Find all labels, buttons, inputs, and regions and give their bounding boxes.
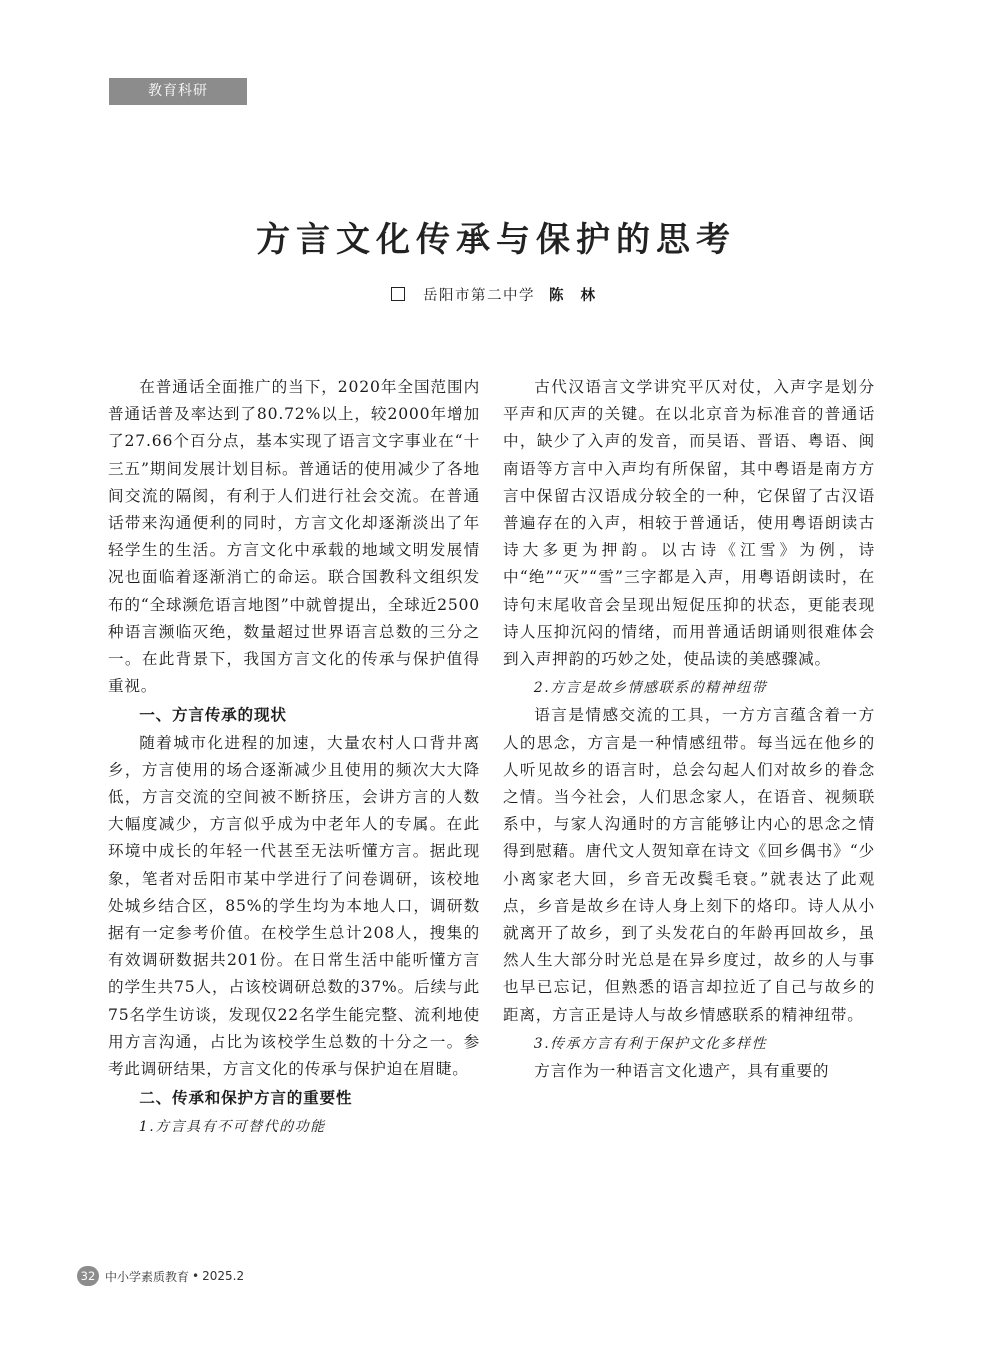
author-name: 陈 林	[548, 287, 602, 304]
subheading-2-2: 2.方言是故乡情感联系的精神纽带	[533, 680, 768, 697]
page-footer	[77, 1266, 244, 1286]
poetry-paragraph: 古代汉语言文学讲究平仄对仗，入声字是划分平声和仄声的关键。在以北京音为标准音的普通话中，缺少了入声的发音，而吴语、晋语、粤语、闽南语等方言中入声均有所保留，其中粤语是南方方言中保留古汉语成分较全的一种，它保留了古汉语普遍存在的入声，相较于普通话，使用粤语朗读古诗大多更为押韵。以古诗《江雪》为例，诗中“绝”“灭”“雪”三字都是入声，用粤语朗读时，在诗句末尾收音会呈现出短促压抑的状态，更能表现诗人压抑沉闷的情绪，而用普通话朗诵则很难体会到入声押韵的巧妙之处，使品读的美感骤减。	[503, 378, 875, 669]
affiliation: 岳阳市第二中学	[422, 288, 535, 304]
status-paragraph: 随着城市化进程的加速，大量农村人口背井离乡，方言使用的场合逐渐减少且使用的频次大大降低，方言交流的空间被不断挤压，会讲方言的人数大幅度减少，方言似乎成为中老年人的专属。在此环境中成长的年轻一代甚至无法听懂方言。据此现象，笔者对岳阳市某中学进行了问卷调研，该校地处城乡结合区，85%的学生均为本地人口，调研数据有一定参考价值。在校学生总计208人，搜集的有效调研数据共201份。在日常生活中能听懂方言的学生共75人，占该校调研总数的37%。后续与此75名学生访谈，发现仅22名学生能完整、流利地使用方言沟通，占比为该校学生总数的十分之一。参考此调研结果，方言文化的传承与保护迫在眉睫。	[108, 733, 480, 1079]
heritage-paragraph: 方言作为一种语言文化遗产，具有重要的	[534, 1062, 830, 1081]
author-line	[0, 284, 992, 305]
emotion-paragraph: 语言是情感交流的工具，一方方言蕴含着一方人的思念，方言是一种情感纽带。每当远在他乡的人听见故乡的语言时，总会勾起人们对故乡的眷念之情。当今社会，人们思念家人，在语音、视频联系中，与家人沟通时的方言能够让内心的思念之情得到慰藉。唐代文人贺知章在诗文《回乡偶书》“少小离家老大回，乡音无改鬓毛衰。”就表达了此观点，乡音是故乡在诗人身上刻下的烙印。诗人从小就离开了故乡，到了头发花白的年龄再回故乡，虽然人生大部分时光总是在异乡度过，故乡的人与事也早已忘记，但熟悉的语言却拉近了自己与故乡的距离，方言正是诗人与故乡情感联系的精神纽带。	[503, 706, 875, 1024]
subheading-2-3: 3.传承方言有利于保护文化多样性	[533, 1035, 768, 1052]
subheading-2-1: 1.方言具有不可替代的功能	[138, 1119, 326, 1136]
intro-paragraph: 在普通话全面推广的当下，2020年全国范围内普通话普及率达到了80.72%以上，较2000年增加了27.66个百分点，基本实现了语言文字事业在“十三五”期间发展计划目标。普通话的使用减少了各地间交流的隔阂，有利于人们进行社会交流。在普通话带来沟通便利的同时，方言文化却逐渐淡出了年轻学生的生活。方言文化中承载的地域文明发展情况也面临着逐渐消亡的命运。联合国教科文组织发布的“全球濒危语言地图”中就曾提出，全球近2500种语言濒临灭绝，数量超过世界语言总数的三分之一。在此背景下，我国方言文化的传承与保护值得重视。	[108, 378, 480, 696]
journal-name: 中小学素质教育	[105, 1269, 190, 1284]
page-number: 32	[77, 1266, 99, 1286]
section-heading-2: 二、传承和保护方言的重要性	[139, 1089, 353, 1108]
journal-issue: 2025.2	[202, 1269, 245, 1283]
article-title: 方言文化传承与保护的思考	[256, 220, 736, 260]
right-column	[503, 374, 875, 1085]
footer-separator: •	[192, 1269, 200, 1283]
section-tag: 教育科研	[109, 78, 247, 105]
square-icon	[391, 287, 405, 301]
left-column	[108, 374, 480, 1142]
section-heading-1: 一、方言传承的现状	[139, 706, 287, 725]
